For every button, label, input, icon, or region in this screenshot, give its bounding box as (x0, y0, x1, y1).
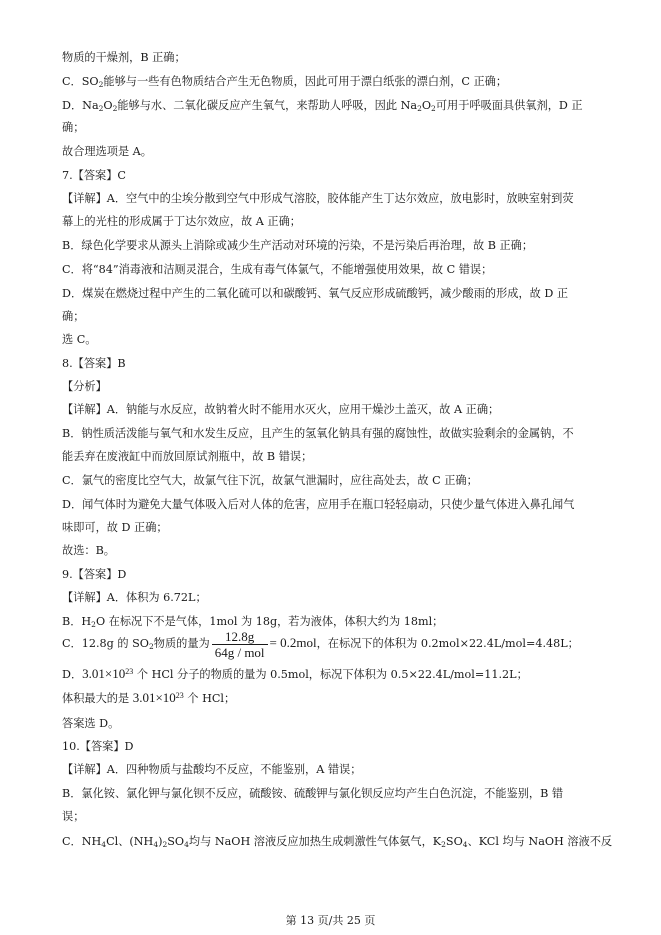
text-line: 【详解】A．空气中的尘埃分散到空气中形成气溶胶，胶体能产生丁达尔效应，放电影时，放映室射到荧 (62, 192, 574, 205)
text-line: 选 C。 (62, 333, 97, 346)
text-line: 【详解】A．体积为 6.72L； (62, 591, 207, 604)
text-line: D．煤炭在燃烧过程中产生的二氧化硫可以和碳酸钙、氧气反应形成硫酸钙，减少酸雨的形成，故 D 正 (62, 287, 569, 300)
text-line: 【详解】A．四种物质与盐酸均不反应，不能鉴别，A 错误； (62, 763, 362, 776)
text-line: 物质的干燥剂，B 正确； (62, 51, 186, 64)
text-line: B．氯化铵、氯化钾与氯化钡不反应，硫酸铵、硫酸钾与氯化钡反应均产生白色沉淀，不能鉴别，B 错 (62, 787, 564, 800)
text-line: 【分析】 (62, 380, 107, 393)
answer-heading: 7.【答案】C (62, 169, 126, 182)
text-line: 能丢弃在废液缸中而放回原试剂瓶中，故 B 错误； (62, 450, 313, 463)
fraction: $\frac{12.8g}{\text{64g / mol}}$ (212, 629, 268, 660)
answer-heading: 10.【答案】D (62, 740, 134, 753)
text-line: 误； (62, 810, 85, 823)
text-line: D．闻气体时为避免大量气体吸入后对人体的危害，应用手在瓶口轻轻扇动，只使少量气体进入鼻孔闻气 (62, 498, 575, 511)
text-line: 体积最大的是 $3.01\times 10^{23}$ 个 HCl； (62, 690, 236, 705)
text-line: C．氯气的密度比空气大，故氯气往下沉，故氯气泄漏时，应往高处去，故 C 正确； (62, 474, 478, 487)
text-line: 幕上的光柱的形成属于丁达尔效应，故 A 正确； (62, 215, 301, 228)
text-line-with-fraction: C．12.8g 的 $SO_2$物质的量为 $\frac{12.8g}{\text{64g / mol}}$ = 0.2mol，在标况下的体积为 0.2mol×22.4L/mol=4.48L； (62, 628, 579, 660)
text-line: B．钠性质活泼能与氧气和水发生反应，且产生的氢氧化钠具有强的腐蚀性，故做实验剩余的金属钠，不 (62, 427, 574, 440)
text-line: 答案选 D。 (62, 717, 120, 730)
text-line: 味即可，故 D 正确； (62, 521, 168, 534)
text-line: C．将“84”消毒液和洁厕灵混合，生成有毒气体氯气，不能增强使用效果，故 C 错误； (62, 263, 493, 276)
answer-heading: 9.【答案】D (62, 568, 127, 581)
text-line: 确； (62, 310, 85, 323)
text-line: D．$3.01\times 10^{23}$ 个 HCl 分子的物质的量为 0.5mol，标况下体积为 0.5×22.4L/mol=11.2L； (62, 666, 528, 681)
text-line: D．$Na_2O_2$能够与水、二氧化碳反应产生氧气，来帮助人呼吸，因此 $Na_2O_2$可用于呼吸面具供氧剂，D 正 (62, 99, 583, 113)
answer-heading: 8.【答案】B (62, 357, 126, 370)
text-line: 故选：B。 (62, 544, 115, 557)
page-number-footer: 第 13 页/共 25 页 (285, 914, 376, 927)
text-line: 确； (62, 121, 85, 134)
text-line: 【详解】A．钠能与水反应，故钠着火时不能用水灭火，应用干燥沙土盖灭，故 A 正确； (62, 403, 500, 416)
text-line: 故合理选项是 A。 (62, 145, 152, 158)
text-line: B．绿色化学要求从源头上消除或减少生产活动对环境的污染，不是污染后再治理，故 B 正确； (62, 239, 534, 252)
text-line: C．$SO_2$能够与一些有色物质结合产生无色物质，因此可用于漂白纸张的漂白剂，C 正确； (62, 75, 508, 89)
text-line: C．$NH_4Cl$、$(NH_4)_2SO_4$均与 NaOH 溶液反应加热生成刺激性气体氨气，$K_2SO_4$、KCl 均与 NaOH 溶液不反 (62, 835, 613, 849)
text-line: B．$H_2O$ 在标况下不是气体，1mol 为 18g，若为液体，体积大约为 18ml； (62, 615, 444, 629)
